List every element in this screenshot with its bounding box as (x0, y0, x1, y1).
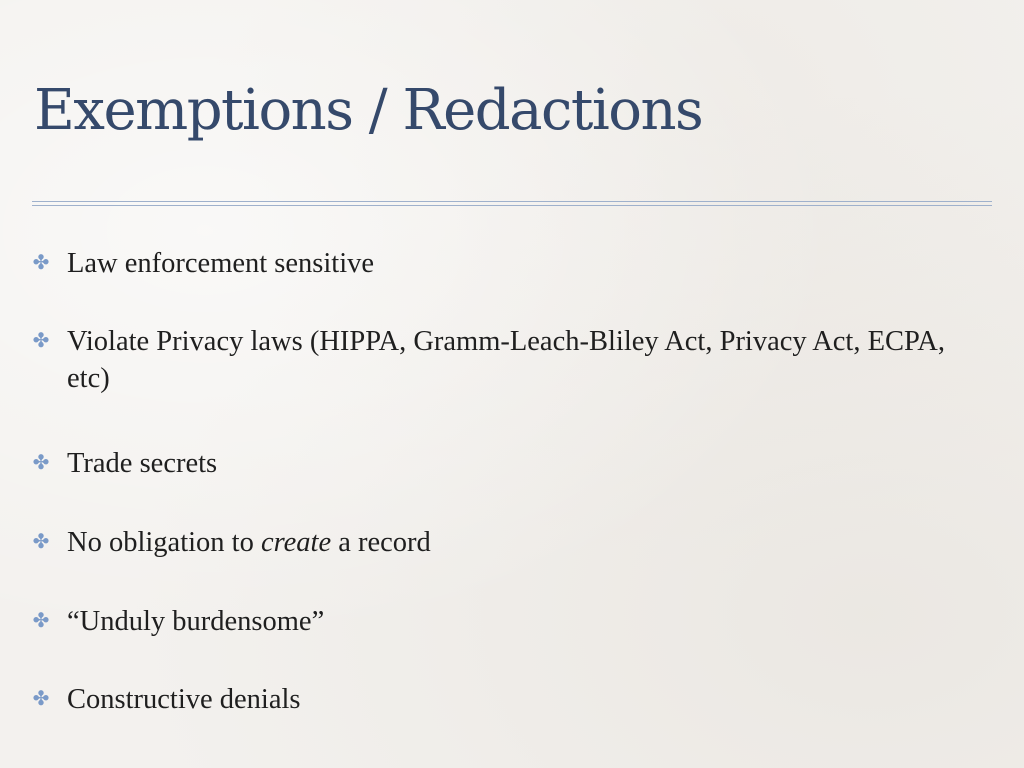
slide-title: Exemptions / Redactions (34, 78, 703, 143)
bullet-text: Law enforcement sensitive (67, 248, 375, 279)
bullet-item (32, 245, 992, 282)
bullet-text: Constructive denials (67, 684, 301, 715)
bullet-flower-icon: ✤ (32, 252, 50, 274)
bullet-text: Violate Privacy laws (HIPPA, Gramm-Leach-Bliley Act, Privacy Act, ECPA, etc) (67, 326, 945, 394)
bullet-text: Trade secrets (67, 448, 218, 479)
bullet-flower-icon: ✤ (32, 531, 50, 553)
bullet-text (67, 524, 992, 561)
bullet-text-after: a record (331, 527, 431, 558)
bullet-flower-icon: ✤ (32, 330, 50, 352)
bullet-item (32, 681, 992, 718)
bullet-text: “Unduly burdensome” (67, 606, 325, 637)
bullet-item (32, 445, 992, 482)
bullet-item (32, 323, 992, 397)
bullet-text-before: No obligation to (67, 527, 261, 558)
bullet-item (32, 524, 992, 561)
bullet-item (32, 603, 992, 640)
bullet-flower-icon: ✤ (32, 452, 50, 474)
bullet-text-emphasis: create (260, 527, 332, 558)
bullet-flower-icon: ✤ (32, 610, 50, 632)
bullet-flower-icon: ✤ (32, 688, 50, 710)
